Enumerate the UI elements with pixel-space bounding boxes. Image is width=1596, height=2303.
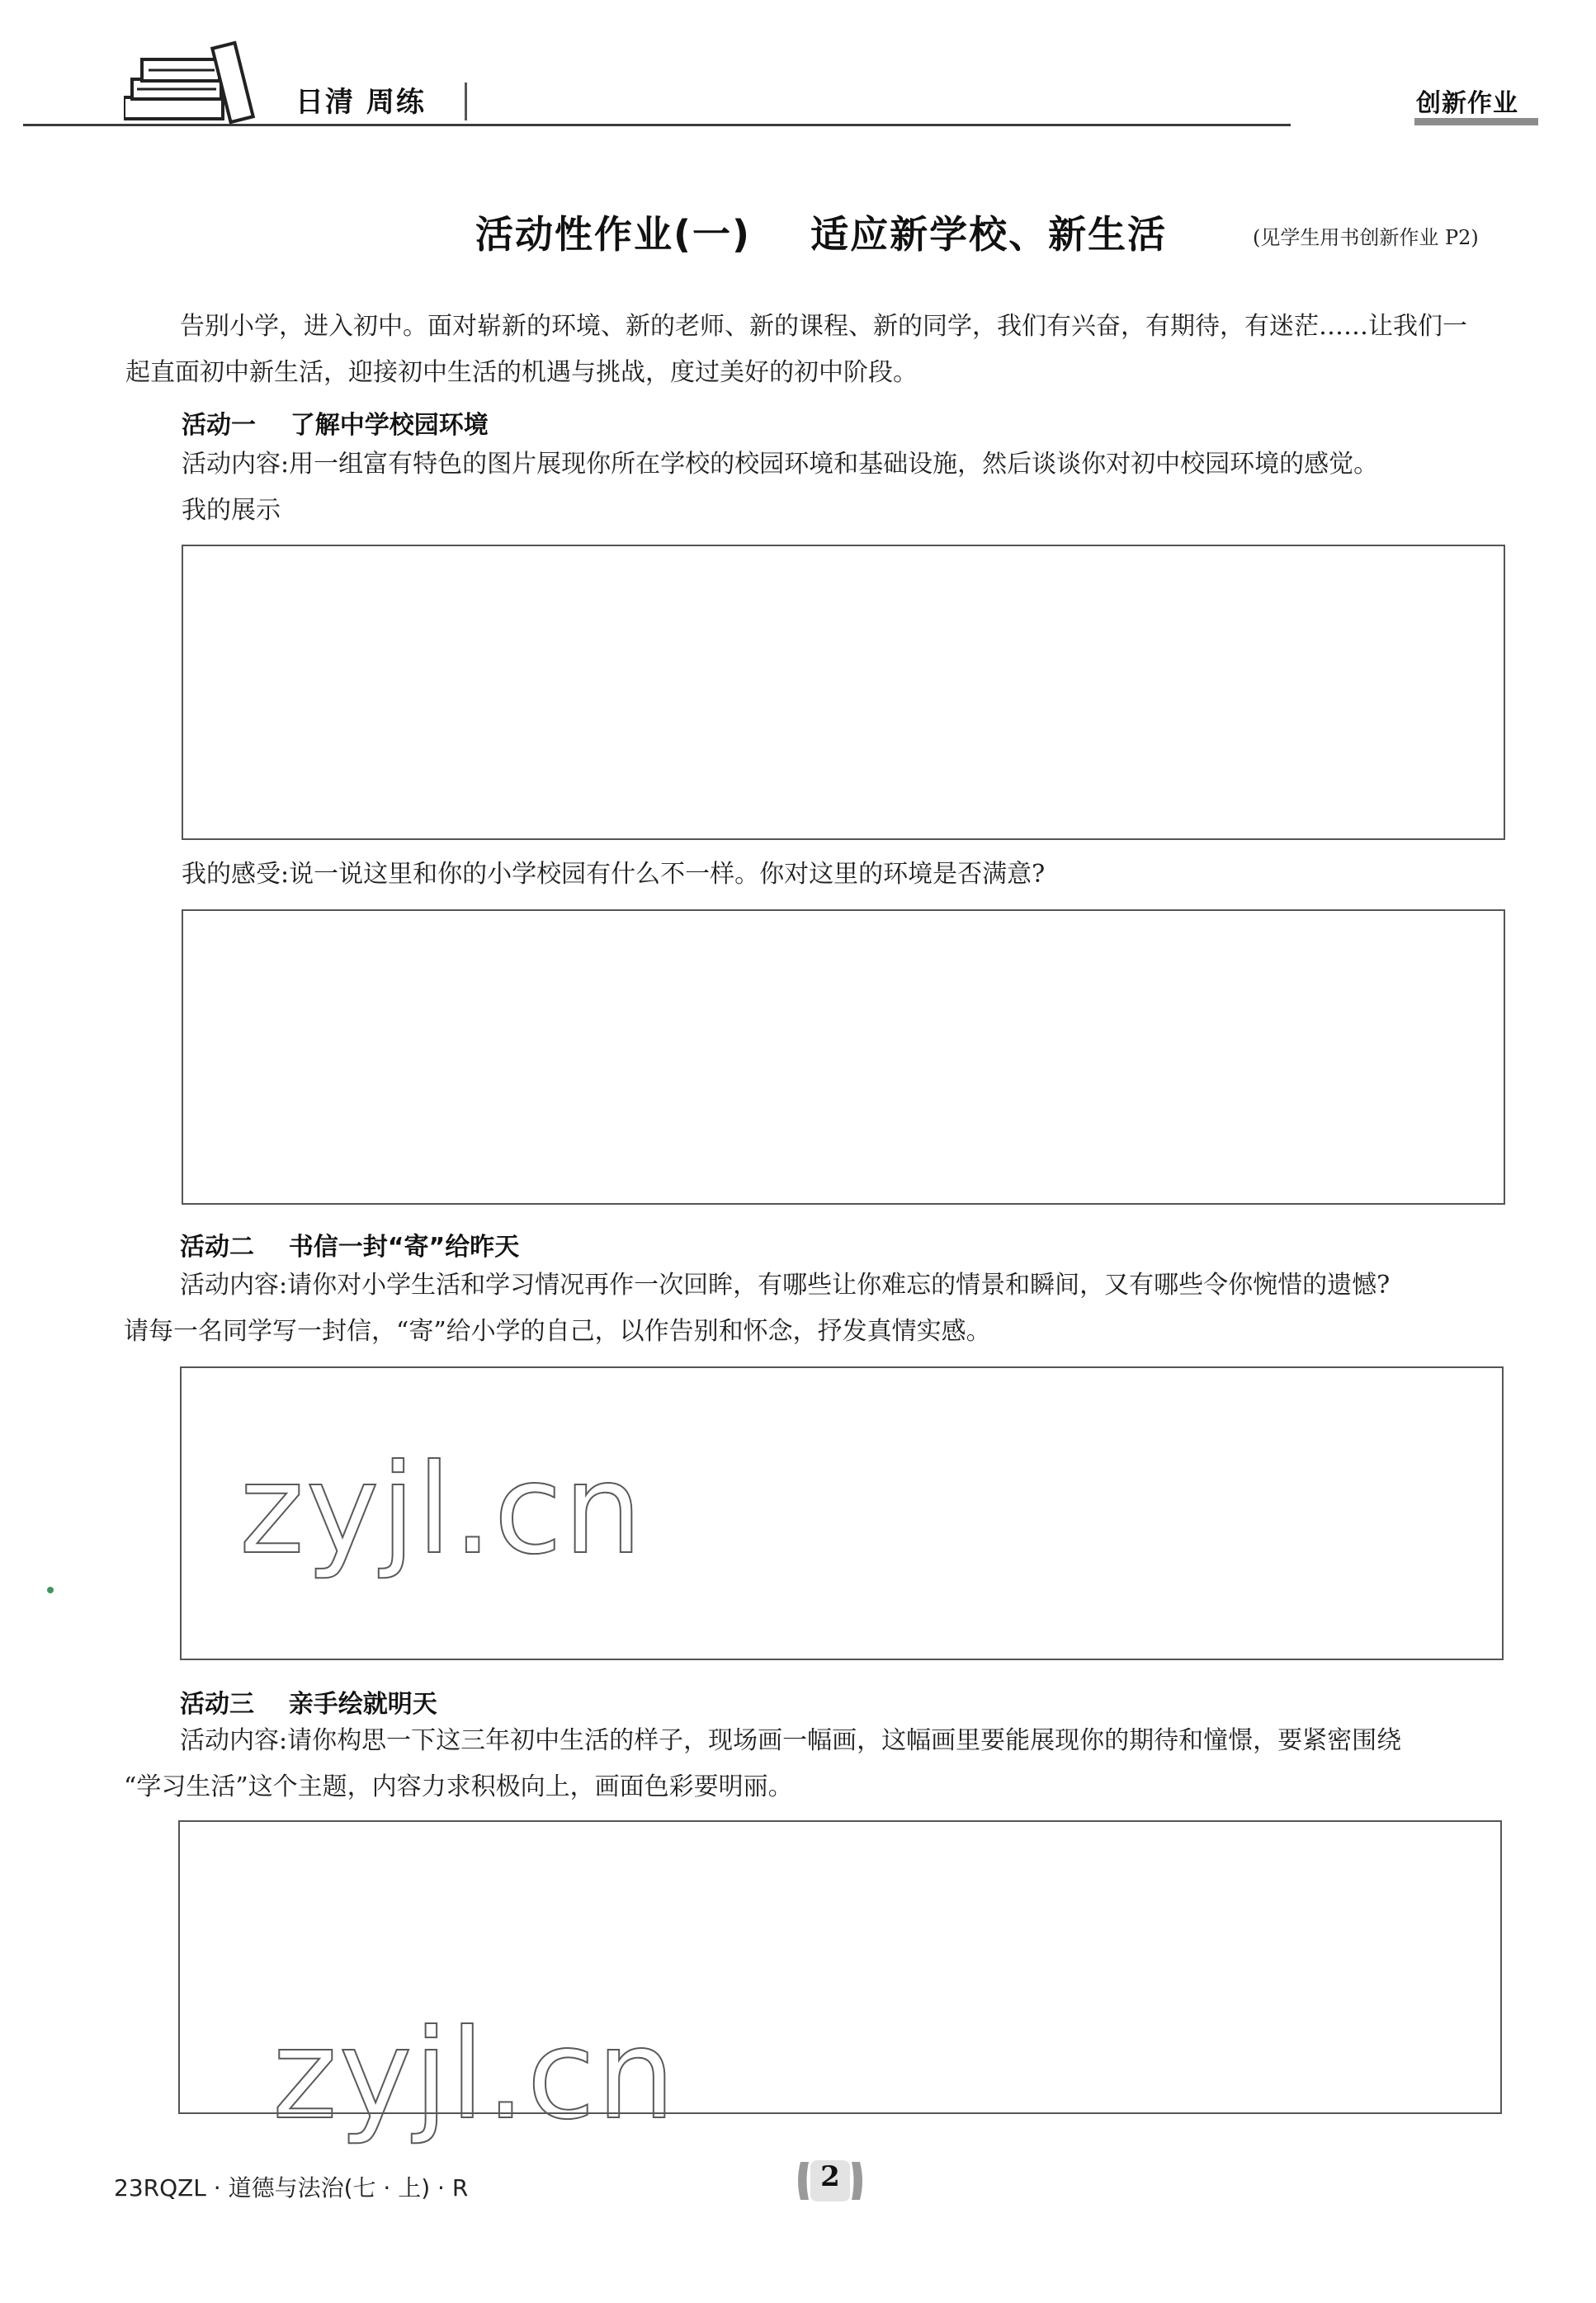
feeling-answer-box[interactable] — [182, 909, 1505, 1205]
activity1-feeling-label: 我的感受:说一说这里和你的小学校园有什么不一样。你对这里的环境是否满意? — [182, 860, 1046, 889]
footer-book-code: 23RQZL · 道德与法治(七 · 上) · R — [114, 2174, 469, 2202]
activity2-heading: 活动二 书信一封“寄”给昨天 — [180, 1233, 520, 1262]
display-answer-box[interactable] — [182, 545, 1505, 840]
activity1-display-label: 我的展示 — [182, 496, 281, 525]
activity3-content-line-1: 活动内容:请你构思一下这三年初中生活的样子，现场画一幅画，这幅画里要能展现你的期待和憧憬，要紧密围绕 — [180, 1726, 1402, 1755]
books-logo-icon — [124, 33, 264, 125]
watermark-1: zyjl.cn — [239, 1438, 645, 1582]
reference-note: (见学生用书创新作业 P2) — [1253, 226, 1479, 249]
activity3-heading: 活动三 亲手绘就明天 — [180, 1690, 437, 1719]
activity3-content-line-2: “学习生活”这个主题，内容力求积极向上，画面色彩要明丽。 — [124, 1772, 793, 1801]
header-rule-accent — [1414, 118, 1538, 125]
activity1-content: 活动内容:用一组富有特色的图片展现你所在学校的校园环境和基础设施，然后谈谈你对初中校园环境的感觉。 — [182, 450, 1379, 479]
page-number: 2 — [820, 2160, 840, 2193]
activity2-content-line-2: 请每一名同学写一封信，“寄”给小学的自己，以作告别和怀念，抒发真情实感。 — [124, 1317, 991, 1346]
intro-line-1: 告别小学，进入初中。面对崭新的环境、新的老师、新的课程、新的同学，我们有兴奋，有期待，有迷茫……让我们一 — [180, 312, 1467, 341]
section-tag: 创新作业 — [1416, 89, 1518, 118]
watermark-2: zyjl.cn — [272, 2003, 678, 2147]
brand-title: 日清 周练 — [295, 86, 426, 119]
activity2-content-line-1: 活动内容:请你对小学生活和学习情况再作一次回眸，有哪些让你难忘的情景和瞬间，又有哪些令你惋惜的遗憾? — [180, 1271, 1391, 1300]
intro-line-2: 起直面初中新生活，迎接初中生活的机遇与挑战，度过美好的初中阶段。 — [125, 358, 918, 387]
page-title: 活动性作业(一) 适应新学校、新生活 — [475, 212, 1168, 257]
header-divider — [465, 83, 467, 120]
header-rule — [23, 124, 1291, 126]
margin-dot — [47, 1587, 54, 1593]
activity1-heading: 活动一 了解中学校园环境 — [182, 411, 489, 440]
